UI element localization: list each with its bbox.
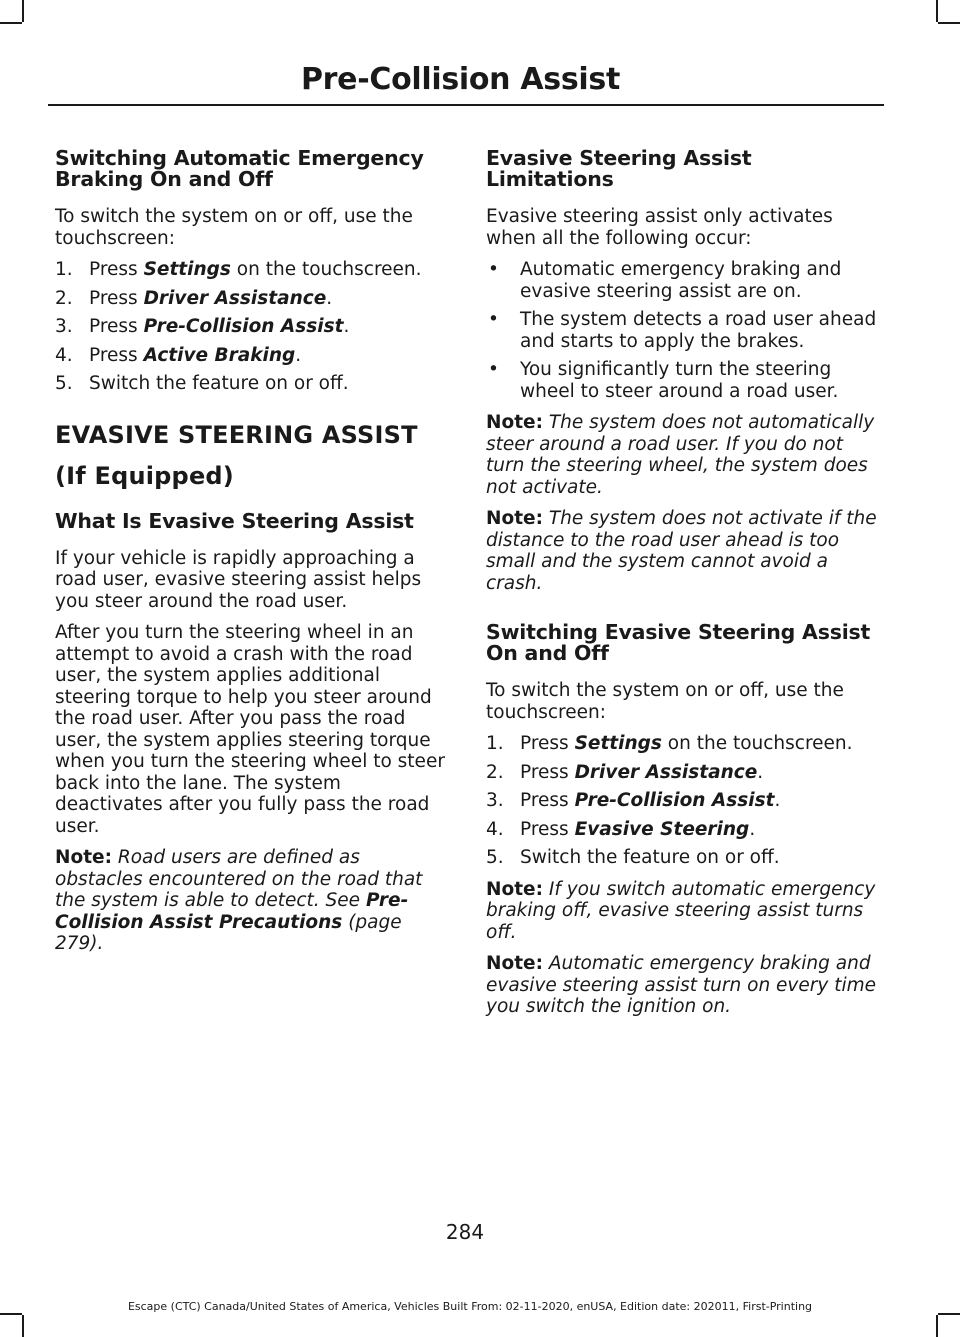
note: Note: If you switch automatic emergency braking off, evasive steering assist turns off. bbox=[486, 878, 876, 943]
crop-mark bbox=[22, 1315, 24, 1337]
list-item: 4. Press Active Braking. bbox=[55, 344, 302, 366]
note: Note: The system does not automatically steer around a road user. If you do not turn the steering wheel, the system does not activate. bbox=[486, 412, 875, 498]
crop-mark bbox=[938, 22, 960, 24]
switch-heading: Switching Evasive Steering Assist On and Off bbox=[486, 620, 871, 665]
list-item: 2. Press Driver Assistance. bbox=[55, 287, 333, 309]
crop-mark bbox=[0, 22, 22, 24]
list-item: 5. Switch the feature on or off. bbox=[55, 373, 349, 394]
list-item: • You significantly turn the steering wheel to steer around a road user. bbox=[488, 359, 839, 402]
aeb-intro: To switch the system on or off, use the touchscreen: bbox=[55, 206, 413, 249]
note: Note: The system does not activate if the distance to the road user ahead is too small and the system cannot avoid a crash. bbox=[486, 508, 877, 594]
list-item: 5. Switch the feature on or off. bbox=[486, 847, 780, 868]
note: Note: Automatic emergency braking and evasive steering assist turn on every time you switch the ignition on. bbox=[486, 953, 876, 1017]
list-item: 3. Press Pre-Collision Assist. bbox=[486, 790, 781, 811]
note: Note: Road users are defined as obstacles encountered on the road that the system is able to detect. See Pre-Collision Assist Precautions (page 279). bbox=[55, 847, 423, 954]
what-paragraph-2: After you turn the steering wheel in an attempt to avoid a crash with the road user, the system applies additional steering torque to help you steer around the road user. After you pass the road user, the system applies steering torque when you turn the steering wheel to steer back into the lane. The system deactivates after you fully pass the road user. bbox=[55, 622, 445, 837]
footer-edition-info: Escape (CTC) Canada/United States of America, Vehicles Built From: 02-11-2020, enUSA, Edition date: 202011, First-Printing bbox=[127, 1300, 813, 1313]
limitations-heading: Evasive Steering Assist Limitations bbox=[486, 146, 752, 191]
right-column bbox=[486, 148, 880, 1028]
what-heading: What Is Evasive Steering Assist bbox=[55, 508, 414, 533]
left-column bbox=[55, 148, 447, 965]
crop-mark bbox=[938, 1313, 960, 1315]
crop-mark bbox=[936, 0, 938, 22]
title-divider bbox=[48, 104, 884, 106]
section-title: EVASIVE STEERING ASSIST (If Equipped) bbox=[55, 420, 418, 490]
page-title: Pre-Collision Assist bbox=[300, 62, 620, 97]
list-item: • Automatic emergency braking and evasive steering assist are on. bbox=[488, 259, 842, 302]
list-item: • The system detects a road user ahead and starts to apply the brakes. bbox=[488, 309, 877, 352]
aeb-steps bbox=[55, 259, 447, 395]
what-paragraph-1: If your vehicle is rapidly approaching a road user, evasive steering assist helps you steer around the road user. bbox=[55, 547, 422, 612]
list-item: 1. Press Settings on the touchscreen. bbox=[486, 733, 853, 754]
switch-intro: To switch the system on or off, use the touchscreen: bbox=[486, 680, 844, 723]
crop-mark bbox=[936, 1315, 938, 1337]
aeb-heading: Switching Automatic Emergency Braking On and Off bbox=[55, 146, 424, 191]
cross-reference-link[interactable]: Pre-Collision Assist Precautions bbox=[55, 890, 409, 933]
page-number: 284 bbox=[445, 1220, 485, 1244]
list-item: 1. Press Settings on the touchscreen. bbox=[55, 259, 422, 280]
list-item: 3. Press Pre-Collision Assist. bbox=[55, 316, 350, 337]
crop-mark bbox=[22, 0, 24, 22]
limitations-list bbox=[486, 259, 880, 402]
switch-steps bbox=[486, 733, 880, 869]
list-item: 2. Press Driver Assistance. bbox=[486, 761, 764, 783]
limitations-intro: Evasive steering assist only activates when all the following occur: bbox=[486, 206, 833, 249]
list-item: 4. Press Evasive Steering. bbox=[486, 818, 756, 840]
crop-mark bbox=[0, 1313, 22, 1315]
